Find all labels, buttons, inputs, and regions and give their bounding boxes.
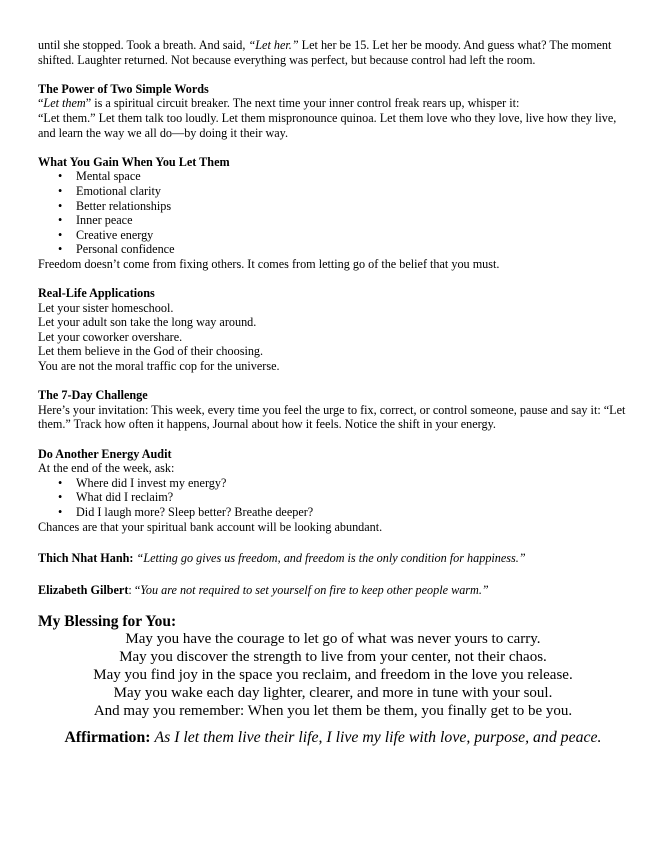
- quote-author: Thich Nhat Hanh:: [38, 551, 134, 566]
- application-line: Let your adult son take the long way around.: [38, 315, 257, 330]
- audit-heading: Do Another Energy Audit: [38, 446, 172, 461]
- blessing-line: May you discover the strength to live from your center, not their chaos.: [119, 649, 547, 666]
- blessing-line: And may you remember: When you let them be them, you finally get to be you.: [93, 702, 573, 719]
- affirmation-text: As I let them live their life, I live my life with love, purpose, and peace.: [154, 729, 602, 747]
- section-challenge: [38, 388, 628, 432]
- application-line: You are not the moral traffic cop for the universe.: [38, 359, 280, 374]
- power-italic: Let them: [43, 96, 86, 111]
- power-line-2: “Let them.” Let them talk too loudly. Let them mispronounce quinoa. Let them love who they love, live how they live, and learn the way we all do—by doing it their way.: [38, 110, 617, 140]
- blessing-line: May you wake each day lighter, clearer, and more in tune with your soul.: [113, 684, 553, 701]
- list-item: • Emotional clarity: [38, 184, 628, 199]
- list-item: • Where did I invest my energy?: [38, 476, 628, 491]
- list-item: • What did I reclaim?: [38, 490, 628, 505]
- blessing-line: May you find joy in the space you reclaim, and freedom in the love you release.: [93, 666, 573, 683]
- audit-closing: Chances are that your spiritual bank account will be looking abundant.: [38, 519, 383, 534]
- applications-heading: Real-Life Applications: [38, 286, 155, 301]
- quote-author: Elizabeth Gilbert: [38, 582, 129, 597]
- audit-list: [38, 476, 628, 520]
- quote-separator: : “: [128, 582, 141, 597]
- affirmation-label: Affirmation:: [64, 729, 151, 747]
- list-item: • Creative energy: [38, 228, 628, 243]
- power-open-quote: “: [38, 96, 44, 111]
- intro-italic: “Let her.”: [248, 38, 299, 52]
- list-item: • Mental space: [38, 169, 628, 184]
- gain-list: [38, 169, 628, 257]
- list-item: • Better relationships: [38, 199, 628, 214]
- quote-elizabeth-gilbert: [38, 583, 628, 598]
- section-applications: [38, 286, 628, 374]
- list-item: • Did I laugh more? Sleep better? Breathe deeper?: [38, 505, 628, 520]
- challenge-heading: The 7-Day Challenge: [38, 388, 148, 403]
- power-rest: ” is a spiritual circuit breaker. The next time your inner control freak rears up, whisper it:: [85, 96, 520, 111]
- blessing-line: May you have the courage to let go of what was never yours to carry.: [125, 631, 541, 648]
- power-line-1: [38, 96, 628, 111]
- blessing-title: My Blessing for You:: [38, 613, 177, 631]
- challenge-text: Here’s your invitation: This week, every time you feel the urge to fix, correct, or control someone, pause and say it: “Let them.” Track how often it happens, Journal about how it feels. Notice the shift in your energy.: [38, 402, 626, 432]
- application-line: Let your coworker overshare.: [38, 329, 183, 344]
- document-page: [38, 38, 628, 748]
- gain-heading: What You Gain When You Let Them: [38, 154, 230, 169]
- audit-intro: At the end of the week, ask:: [38, 461, 175, 476]
- section-audit: [38, 447, 628, 535]
- section-power: [38, 82, 628, 140]
- intro-text-a: until she stopped. Took a breath. And said,: [38, 38, 249, 52]
- list-item: • Personal confidence: [38, 242, 628, 257]
- blessing-lines: [38, 631, 628, 720]
- application-line: Let them believe in the God of their choosing.: [38, 344, 264, 359]
- gain-closing: Freedom doesn’t come from fixing others. It comes from letting go of the belief that you must.: [38, 256, 500, 271]
- intro-paragraph: [38, 38, 628, 67]
- quote-thich-nhat-hanh: [38, 551, 628, 566]
- quote-text: You are not required to set yourself on fire to keep other people warm.”: [140, 582, 489, 597]
- application-line: Let your sister homeschool.: [38, 300, 174, 315]
- section-gain: [38, 155, 628, 272]
- power-heading: The Power of Two Simple Words: [38, 81, 209, 96]
- list-item: • Inner peace: [38, 213, 628, 228]
- quote-text: “Letting go gives us freedom, and freedom is the only condition for happiness.”: [136, 551, 526, 566]
- intro-text-b: Let her be 15. Let her be moody. And guess what? The moment shifted. Laughter returned. Not because everything was perfect, but because control had left the room.: [38, 38, 612, 67]
- affirmation: [38, 728, 628, 748]
